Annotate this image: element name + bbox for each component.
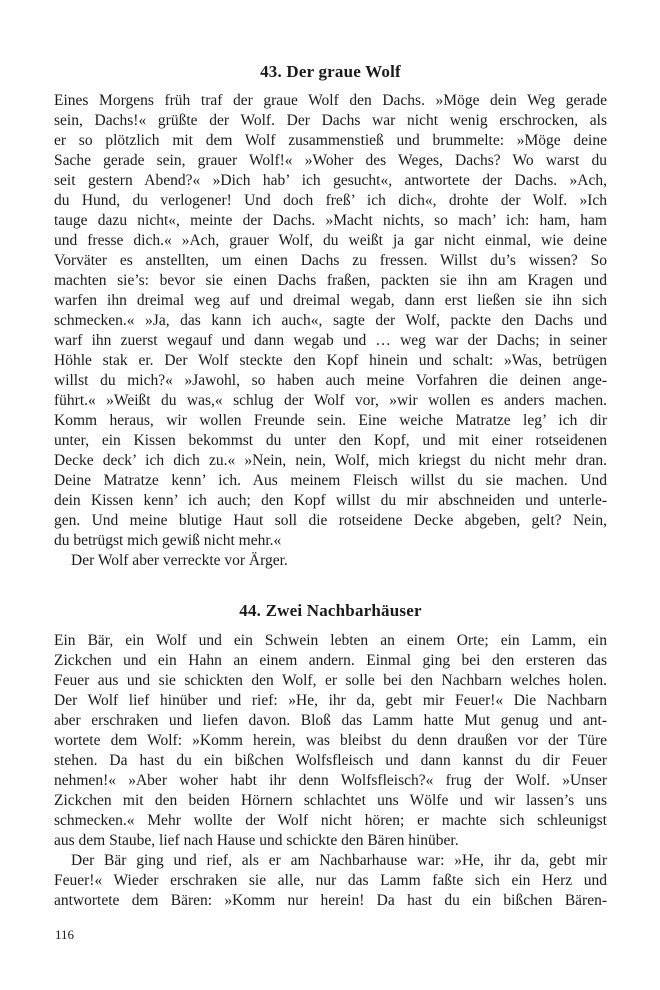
story-heading: 44. Zwei Nachbarhäuser: [239, 601, 422, 620]
text-line: warf ihn zuerst wegauf und dann wegab und … weg war der Dachs; in seiner: [54, 332, 607, 349]
text-line: aber erschraken und liefen davon. Bloß das Lamm hatte Mut genug und ant-: [54, 712, 607, 729]
text-line: gen. Und meine blutige Haut soll die rotseidene Decke abgeben, gelt? Nein,: [54, 512, 607, 529]
story-section: [54, 63, 607, 571]
text-line: stehen. Da hast du ein bißchen Wolfsfleisch und dann kannst du dir Feuer: [54, 752, 607, 769]
text-line: antwortete dem Bären: »Komm nur herein! Da hast du ein bißchen Bären-: [54, 892, 607, 909]
text-line: Feuer!« Wieder erschraken sie alle, nur das Lamm faßte sich ein Herz und: [54, 872, 607, 889]
text-line: wortete dem Wolf: »Komm herein, was bleibst du denn draußen vor der Türe: [54, 732, 607, 749]
text-line: schmecken.« »Ja, das kann ich auch«, sagte der Wolf, packte den Dachs und: [54, 312, 607, 329]
text-line: Ein Bär, ein Wolf und ein Schwein lebten an einem Orte; ein Lamm, ein: [54, 632, 607, 649]
text-line: machten sie’s: bevor sie einen Dachs fraßen, packten sie ihn am Kragen und: [54, 272, 607, 289]
text-line: schmecken.« Mehr wollte der Wolf nicht hören; er machte sich schleunigst: [54, 812, 607, 829]
text-line: Eines Morgens früh traf der graue Wolf den Dachs. »Möge dein Weg gerade: [54, 92, 607, 109]
paragraph: [54, 631, 607, 851]
text-line: dein Kissen kenn’ ich auch; den Kopf willst du mir abschneiden und unterle-: [54, 492, 607, 509]
text-line: führt.« »Weißt du was,« schlug der Wolf vor, »wir wollen es anders machen.: [54, 392, 607, 409]
paragraph: [54, 551, 607, 571]
text-block: [54, 0, 607, 911]
text-line: warfen ihn dreimal weg auf und dreimal wegab, dann erst ließen sie ihn sich: [54, 292, 607, 309]
page-number: 116: [55, 927, 75, 942]
text-line: und fresse dich.« »Ach, grauer Wolf, du weißt ja gar nicht einmal, wie deine: [54, 232, 607, 249]
text-line: Komm heraus, wir wollen Freunde sein. Eine weiche Matratze leg’ ich dir: [54, 412, 607, 429]
text-line: Der Bär ging und rief, als er am Nachbarhause war: »He, ihr da, gebt mir: [71, 852, 607, 869]
text-line: Der Wolf lief hinüber und rief: »He, ihr da, gebt mir Feuer!« Die Nachbarn: [54, 692, 607, 709]
story-section: [54, 602, 607, 911]
text-line: Zickchen mit den beiden Hörnern schlachtet uns Wölfe und wir lassen’s uns: [54, 792, 607, 809]
story-heading: 43. Der graue Wolf: [260, 62, 401, 81]
text-line: seit gestern Abend?« »Dich hab’ ich gesucht«, antwortete der Dachs. »Ach,: [54, 172, 607, 189]
text-line: Höhle stak er. Der Wolf steckte den Kopf hinein und schalt: »Was, betrügen: [54, 352, 607, 369]
text-line: Sache gerade sein, grauer Wolf!« »Woher des Weges, Dachs? Wo warst du: [54, 152, 607, 169]
paragraph: [54, 91, 607, 551]
text-line: tauge dazu nicht«, meinte der Dachs. »Macht nichts, so mach’ ich: ham, ham: [54, 212, 607, 229]
paragraph: [54, 851, 607, 911]
text-line: er so plötzlich mit dem Wolf zusammenstieß und brummelte: »Möge deine: [54, 132, 607, 149]
text-line: nehmen!« »Aber woher habt ihr denn Wolfsfleisch?« frug der Wolf. »Unser: [54, 772, 607, 789]
text-line: aus dem Staube, lief nach Hause und schickte den Bären hinüber.: [54, 832, 459, 849]
text-line: Deine Matratze kenn’ ich. Aus meinem Fleisch willst du sie machen. Und: [54, 472, 607, 489]
text-line: du betrügst mich gewiß nicht mehr.«: [54, 532, 282, 549]
text-line: Feuer aus und sie schickten den Wolf, er solle bei den Nachbarn welches holen.: [54, 672, 607, 689]
text-line: Der Wolf aber verreckte vor Ärger.: [71, 552, 288, 569]
text-line: Zickchen und ein Hahn an einem andern. Einmal ging bei den ersteren das: [54, 652, 607, 669]
text-line: sein, Dachs!« grüßte der Wolf. Der Dachs war nicht wenig erschrocken, als: [54, 112, 607, 129]
text-line: Decke deck’ ich dich zu.« »Nein, nein, Wolf, mich kriegst du nicht mehr dran.: [54, 452, 607, 469]
text-line: willst du mich?« »Jawohl, so haben auch meine Vorfahren die deinen ange-: [54, 372, 607, 389]
text-line: unter, ein Kissen bekommst du unter den Kopf, und mit einer rotseidenen: [54, 432, 607, 449]
text-line: du Hund, du verlogener! Und doch freß’ ich dich«, drohte der Wolf. »Ich: [54, 192, 607, 209]
text-line: Vorväter es anstellten, um einen Dachs zu fressen. Willst du’s wissen? So: [54, 252, 607, 269]
